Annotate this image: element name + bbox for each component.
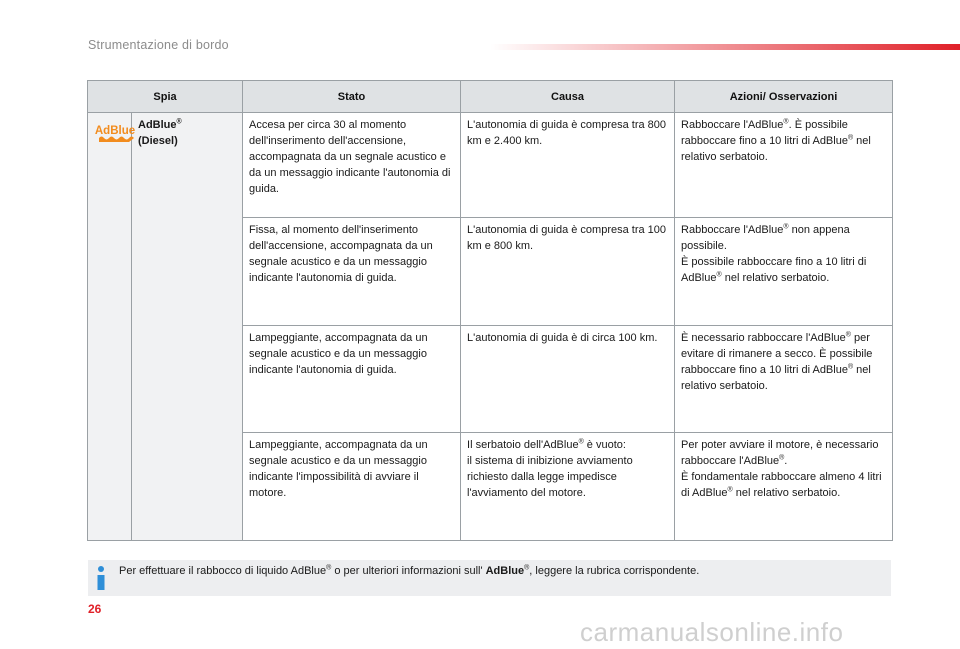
- table-header-row: [88, 81, 893, 113]
- azioni-cell: Rabboccare l'AdBlue® non appena possibile. È possibile rabboccare fino a 10 litri di AdBlue® nel relativo serbatoio.: [675, 218, 893, 326]
- watermark: carmanualsonline.info: [580, 617, 844, 647]
- column-header-causa: Causa: [461, 81, 675, 113]
- azioni-cell: Rabboccare l'AdBlue®. È possibile rabboccare fino a 10 litri di AdBlue® nel relativo serbatoio.: [675, 113, 893, 218]
- header-accent-bar: [490, 44, 960, 50]
- info-note: [88, 560, 891, 596]
- azioni-cell: È necessario rabboccare l'AdBlue® per evitare di rimanere a secco. È possibile rabboccare fino a 10 litri di AdBlue® nel relativo serbatoio.: [675, 326, 893, 433]
- causa-cell: L'autonomia di guida è compresa tra 100 km e 800 km.: [461, 218, 675, 326]
- table-row: [88, 113, 893, 218]
- stato-cell: Accesa per circa 30 al momento dell'inserimento dell'accensione, accompagnata da un segnale acustico e da un messaggio indicante l'autonomia di guida.: [243, 113, 461, 218]
- info-note-text: Per effettuare il rabbocco di liquido AdBlue® o per ulteriori informazioni sull' AdBlue®, leggere la rubrica corrispondente.: [119, 564, 700, 577]
- stato-cell: Fissa, al momento dell'inserimento dell'accensione, accompagnata da un segnale acustico e da un messaggio indicante l'autonomia di guida.: [243, 218, 461, 326]
- indicator-icon-cell: [88, 113, 135, 541]
- page-header-title: Strumentazione di bordo: [88, 38, 229, 52]
- indicator-variant: (Diesel): [138, 135, 178, 147]
- causa-cell: L'autonomia di guida è compresa tra 800 km e 2.400 km.: [461, 113, 675, 218]
- adblue-icon: [95, 123, 135, 145]
- azioni-cell: Per poter avviare il motore, è necessario rabboccare l'AdBlue®. È fondamentale rabboccare almeno 4 litri di AdBlue® nel relativo serbatoio.: [675, 433, 893, 541]
- info-icon: [94, 565, 108, 591]
- column-header-spia: Spia: [88, 81, 243, 113]
- adblue-icon-text: AdBlue: [95, 125, 135, 137]
- indicator-name-cell: [132, 113, 243, 541]
- page-number: 26: [88, 602, 102, 616]
- indicator-name: AdBlue: [138, 119, 177, 131]
- causa-cell: L'autonomia di guida è di circa 100 km.: [461, 326, 675, 433]
- causa-cell: Il serbatoio dell'AdBlue® è vuoto: il sistema di inibizione avviamento richiesto dalla legge impedisce l'avviamento del motore.: [461, 433, 675, 541]
- warning-light-table: [87, 80, 893, 541]
- column-header-azioni: Azioni/ Osservazioni: [675, 81, 893, 113]
- registered-mark: ®: [176, 118, 182, 126]
- stato-cell: Lampeggiante, accompagnata da un segnale acustico e da un messaggio indicante l'impossibilità di avviare il motore.: [243, 433, 461, 541]
- column-header-stato: Stato: [243, 81, 461, 113]
- stato-cell: Lampeggiante, accompagnata da un segnale acustico e da un messaggio indicante l'autonomia di guida.: [243, 326, 461, 433]
